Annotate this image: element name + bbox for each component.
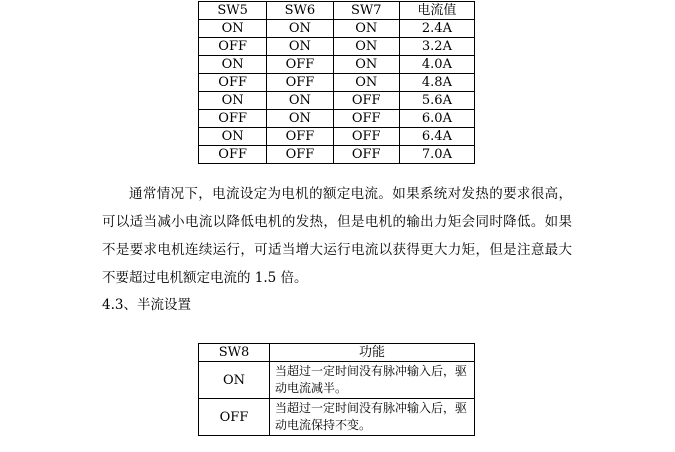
table-header-row xyxy=(199,2,475,20)
table-row xyxy=(199,362,475,399)
sw7-cell: OFF xyxy=(333,128,399,146)
sw5-cell: OFF xyxy=(199,110,267,128)
table-row xyxy=(199,20,475,38)
sw5-cell: OFF xyxy=(199,146,267,164)
header-sw5: SW5 xyxy=(199,2,267,20)
current-setting-table xyxy=(198,1,475,164)
function-cell: 当超过一定时间没有脉冲输入后，驱动电流保持不变。 xyxy=(270,399,475,436)
header-function: 功能 xyxy=(270,344,475,362)
table-row xyxy=(199,92,475,110)
sw7-cell: OFF xyxy=(333,92,399,110)
sw7-cell: OFF xyxy=(333,146,399,164)
table-header-row xyxy=(199,344,475,362)
header-sw6: SW6 xyxy=(267,2,333,20)
table-row xyxy=(199,38,475,56)
sw5-cell: ON xyxy=(199,92,267,110)
table-row xyxy=(199,399,475,436)
table-row xyxy=(199,56,475,74)
table-row xyxy=(199,128,475,146)
sw6-cell: OFF xyxy=(267,56,333,74)
sw6-cell: ON xyxy=(267,92,333,110)
sw6-cell: ON xyxy=(267,110,333,128)
sw7-cell: ON xyxy=(333,74,399,92)
current-description-paragraph xyxy=(102,180,572,292)
current-cell: 3.2A xyxy=(399,38,474,56)
table-row xyxy=(199,110,475,128)
table-row xyxy=(199,74,475,92)
sw5-cell: OFF xyxy=(199,74,267,92)
function-cell: 当超过一定时间没有脉冲输入后，驱动电流减半。 xyxy=(270,362,475,399)
sw5-cell: ON xyxy=(199,20,267,38)
sw7-cell: ON xyxy=(333,20,399,38)
sw8-cell: OFF xyxy=(199,399,270,436)
current-cell: 5.6A xyxy=(399,92,474,110)
section-heading: 4.3、半流设置 xyxy=(102,297,191,313)
sw7-cell: ON xyxy=(333,38,399,56)
sw7-cell: OFF xyxy=(333,110,399,128)
sw6-cell: OFF xyxy=(267,74,333,92)
current-cell: 4.0A xyxy=(399,56,474,74)
current-cell: 7.0A xyxy=(399,146,474,164)
half-current-table xyxy=(198,343,475,436)
header-current: 电流值 xyxy=(399,2,474,20)
sw6-cell: ON xyxy=(267,38,333,56)
sw6-cell: OFF xyxy=(267,128,333,146)
sw5-cell: ON xyxy=(199,128,267,146)
paragraph-text: 通常情况下，电流设定为电机的额定电流。如果系统对发热的要求很高，可以适当减小电流以降低电机的发热，但是电机的输出力矩会同时降低。如果不是要求电机连续运行，可适当增大运行电流以获得更大力矩，但是注意最大不要超过电机额定电流的 1.5 倍。 xyxy=(102,186,572,286)
current-cell: 2.4A xyxy=(399,20,474,38)
sw5-cell: ON xyxy=(199,56,267,74)
sw7-cell: ON xyxy=(333,56,399,74)
sw5-cell: OFF xyxy=(199,38,267,56)
sw6-cell: ON xyxy=(267,20,333,38)
sw8-cell: ON xyxy=(199,362,270,399)
current-cell: 6.0A xyxy=(399,110,474,128)
current-cell: 4.8A xyxy=(399,74,474,92)
table-row xyxy=(199,146,475,164)
current-cell: 6.4A xyxy=(399,128,474,146)
header-sw7: SW7 xyxy=(333,2,399,20)
header-sw8: SW8 xyxy=(199,344,270,362)
sw6-cell: OFF xyxy=(267,146,333,164)
